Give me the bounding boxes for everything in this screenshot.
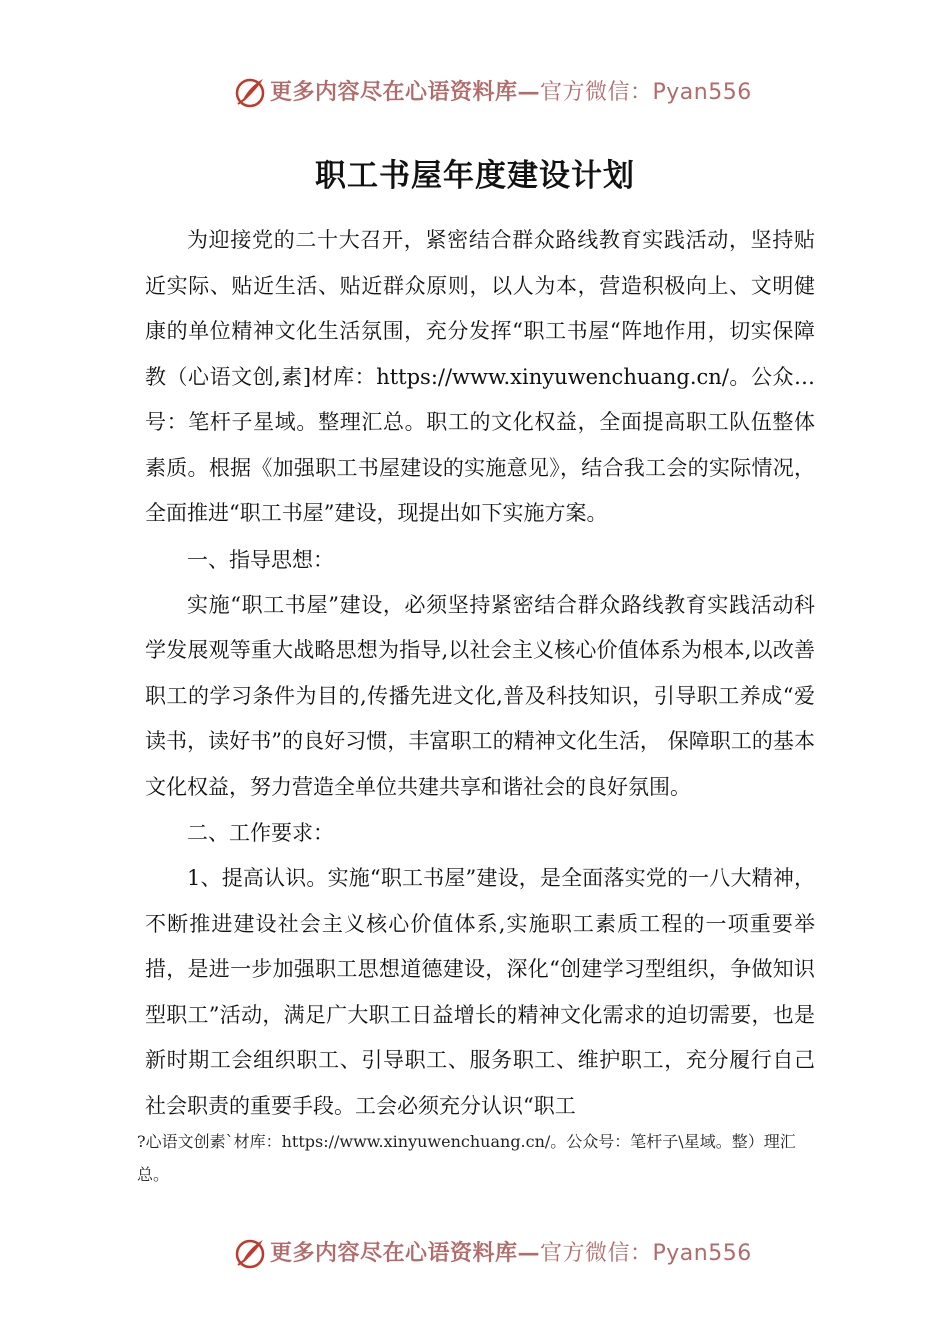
banner-text bbox=[270, 78, 752, 107]
heading-work-requirements: 二、工作要求： bbox=[187, 821, 334, 845]
heading-guiding-ideology: 一、指导思想： bbox=[187, 547, 334, 572]
header-banner bbox=[0, 72, 950, 112]
banner-text bbox=[270, 1239, 752, 1268]
paragraph-guiding-ideology: 实施“职工书屋”建设，必须坚持紧密结合群众路线教育实践活动科学发展观等重大战略思想为指导,以社会主义核心价值体系为根本,以改善职工的学习条件为目的,传播先进文化,普及科技知识，引导职工养成“爱读书，读好书”的良好习惯，丰富职工的精神文化生活， 保障职工的基本文化权益，努力营造全单位共建共享和谐社会的良好氛围。 bbox=[145, 592, 815, 799]
footer-banner bbox=[0, 1233, 950, 1273]
feather-circle-logo-icon bbox=[232, 74, 268, 110]
banner-wechat-text: 官方微信：Pyan556 bbox=[540, 80, 752, 105]
feather-circle-logo-icon bbox=[232, 1235, 268, 1271]
paragraph-intro: 为迎接党的二十大召开，紧密结合群众路线教育实践活动，坚持贴近实际、贴近生活、贴近群众原则，以人为本，营造积极向上、文明健康的单位精神文化生活氛围，充分发挥“职工书屋“阵地作用，切实保障教（心语文创,素]材库：https://www.xinyuwenchuang.cn/。公众…号：笔杆子星域。整理汇总。职工的文化权益，全面提高职工队伍整体素质。根据《加强职工书屋建设的实施意见》，结合我工会的实际情况，全面推进“职工书屋”建设，现提出如下实施方案。 bbox=[145, 228, 815, 525]
banner-main-text: 更多内容尽在心语资料库— bbox=[270, 79, 541, 105]
banner-main-text: 更多内容尽在心语资料库— bbox=[270, 1240, 541, 1266]
footnote: ?心语文创素`材库：https://www.xinyuwenchuang.cn/。公众号：笔杆子\星域。整）理汇总。 bbox=[137, 1132, 796, 1184]
banner-wechat-text: 官方微信：Pyan556 bbox=[540, 1241, 752, 1266]
document-title: 职工书屋年度建设计划 bbox=[315, 158, 635, 194]
document-body bbox=[145, 218, 815, 1129]
paragraph-raise-awareness: 1、提高认识。实施“职工书屋”建设，是全面落实党的一八大精神，不断推进建设社会主义核心价值体系,实施职工素质工程的一项重要举措，是进一步加强职工思想道德建设，深化“创建学习型组织，争做知识型职工”活动，满足广大职工日益增长的精神文化需求的迫切需要，也是新时期工会组织职工、引导职工、服务职工、维护职工，充分履行自己社会职责的重要手段。工会必须充分认识“职工 bbox=[145, 866, 815, 1118]
